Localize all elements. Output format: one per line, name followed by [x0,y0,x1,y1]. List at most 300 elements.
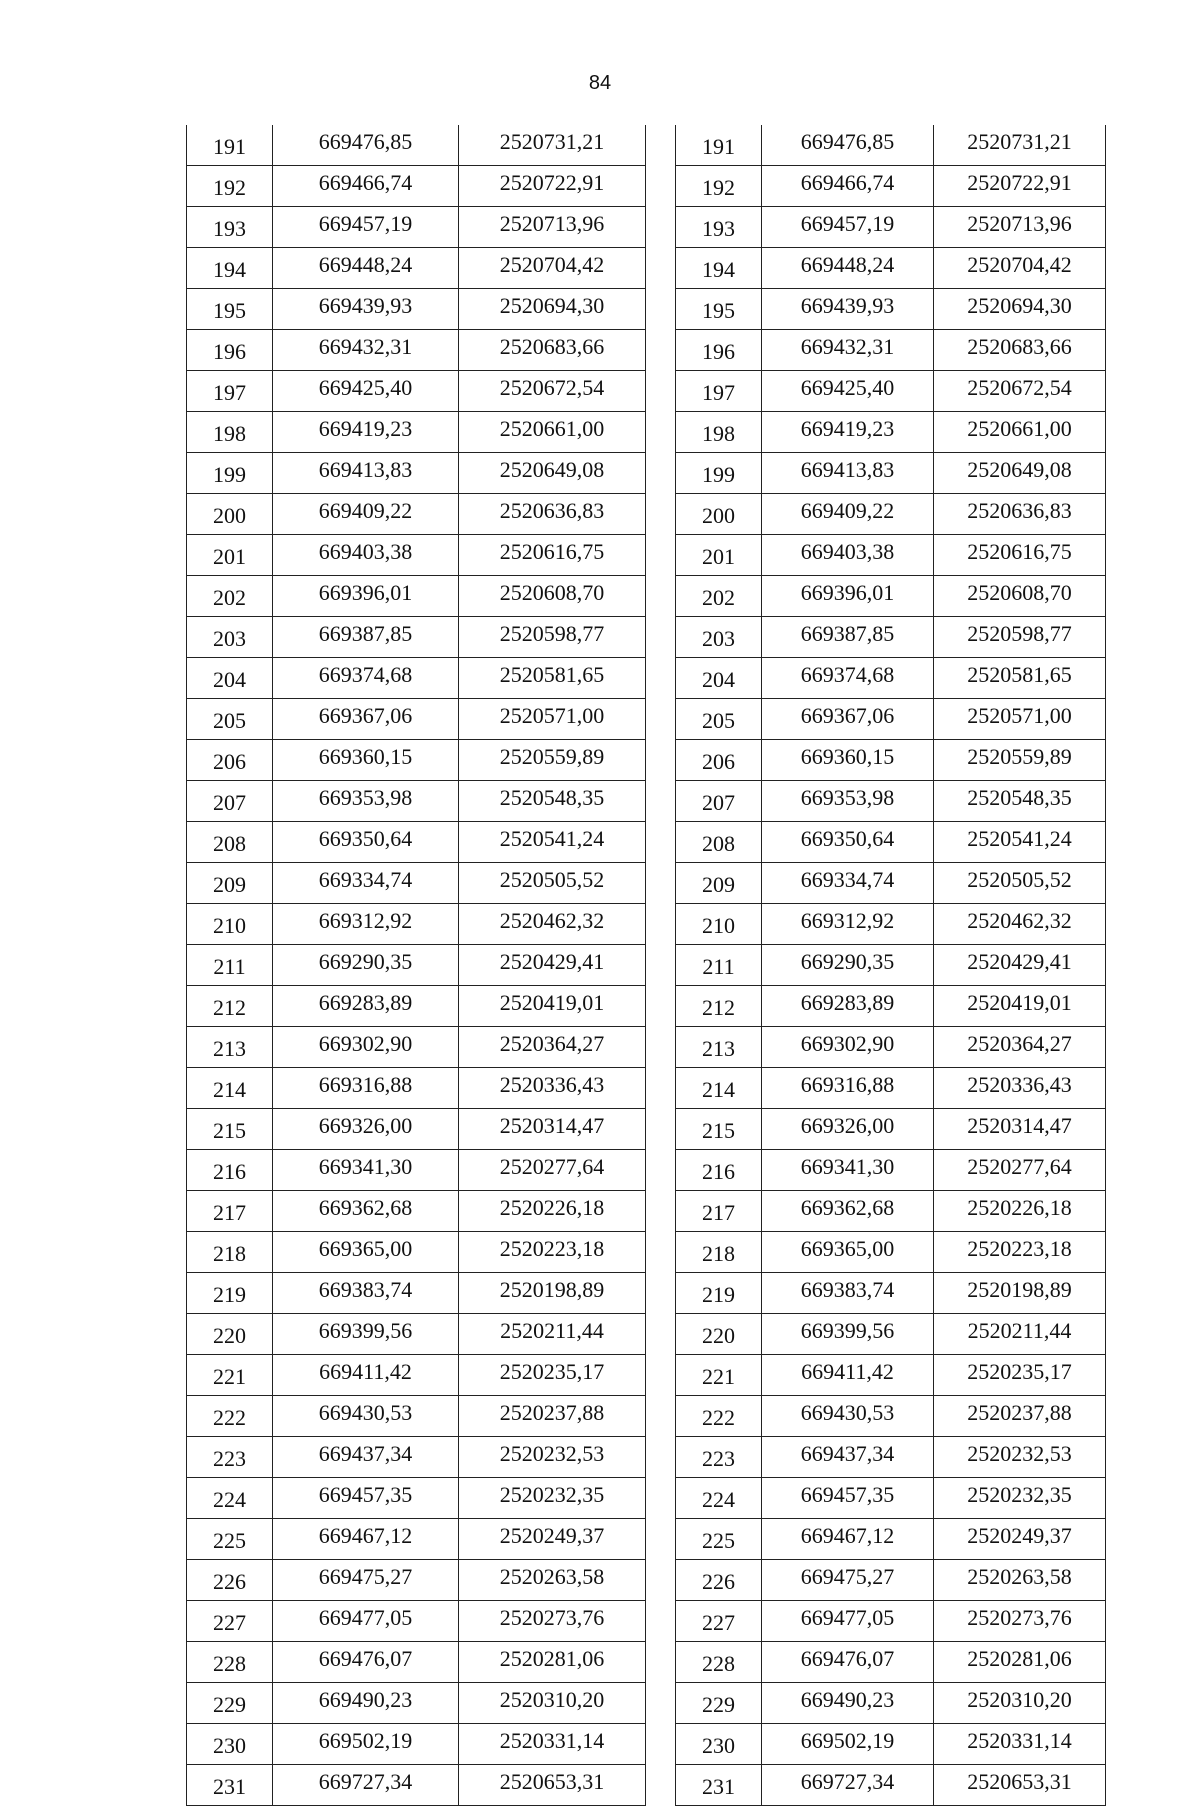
x-coordinate-cell: 669425,40 [273,371,459,412]
table-row [676,1314,1106,1355]
table-row [676,453,1106,494]
x-coordinate-cell: 669396,01 [273,576,459,617]
x-coordinate-cell: 669403,38 [762,535,934,576]
point-number-cell: 220 [676,1314,762,1355]
y-coordinate-cell: 2520336,43 [934,1068,1106,1109]
y-coordinate-cell: 2520672,54 [459,371,646,412]
x-coordinate-cell: 669467,12 [762,1519,934,1560]
table-row [187,1601,646,1642]
table-row [676,1724,1106,1765]
point-number-cell: 207 [187,781,273,822]
table-row [676,1642,1106,1683]
point-number-cell: 210 [676,904,762,945]
point-number-cell: 194 [187,248,273,289]
table-row [187,1273,646,1314]
x-coordinate-cell: 669341,30 [273,1150,459,1191]
x-coordinate-cell: 669477,05 [273,1601,459,1642]
y-coordinate-cell: 2520277,64 [934,1150,1106,1191]
table-row [187,822,646,863]
x-coordinate-cell: 669341,30 [762,1150,934,1191]
coordinates-table-left-body [187,125,646,1806]
x-coordinate-cell: 669409,22 [273,494,459,535]
y-coordinate-cell: 2520559,89 [934,740,1106,781]
x-coordinate-cell: 669457,35 [762,1478,934,1519]
x-coordinate-cell: 669490,23 [762,1683,934,1724]
table-row [187,658,646,699]
y-coordinate-cell: 2520581,65 [459,658,646,699]
table-row [676,1560,1106,1601]
y-coordinate-cell: 2520198,89 [934,1273,1106,1314]
y-coordinate-cell: 2520505,52 [934,863,1106,904]
x-coordinate-cell: 669312,92 [273,904,459,945]
table-row [676,330,1106,371]
y-coordinate-cell: 2520198,89 [459,1273,646,1314]
point-number-cell: 218 [187,1232,273,1273]
table-row [187,945,646,986]
table-row [187,412,646,453]
y-coordinate-cell: 2520571,00 [934,699,1106,740]
point-number-cell: 231 [676,1765,762,1806]
table-row [676,207,1106,248]
table-row [187,1724,646,1765]
y-coordinate-cell: 2520235,17 [934,1355,1106,1396]
y-coordinate-cell: 2520672,54 [934,371,1106,412]
y-coordinate-cell: 2520731,21 [459,125,646,166]
table-row [676,1355,1106,1396]
y-coordinate-cell: 2520598,77 [459,617,646,658]
point-number-cell: 195 [676,289,762,330]
y-coordinate-cell: 2520661,00 [934,412,1106,453]
table-row [187,781,646,822]
point-number-cell: 209 [187,863,273,904]
y-coordinate-cell: 2520237,88 [459,1396,646,1437]
point-number-cell: 200 [187,494,273,535]
point-number-cell: 222 [187,1396,273,1437]
x-coordinate-cell: 669476,07 [273,1642,459,1683]
x-coordinate-cell: 669727,34 [762,1765,934,1806]
x-coordinate-cell: 669283,89 [762,986,934,1027]
x-coordinate-cell: 669430,53 [762,1396,934,1437]
table-row [187,494,646,535]
x-coordinate-cell: 669439,93 [273,289,459,330]
x-coordinate-cell: 669430,53 [273,1396,459,1437]
y-coordinate-cell: 2520419,01 [934,986,1106,1027]
y-coordinate-cell: 2520608,70 [934,576,1106,617]
y-coordinate-cell: 2520704,42 [934,248,1106,289]
x-coordinate-cell: 669502,19 [762,1724,934,1765]
x-coordinate-cell: 669437,34 [762,1437,934,1478]
y-coordinate-cell: 2520232,53 [459,1437,646,1478]
x-coordinate-cell: 669432,31 [273,330,459,371]
x-coordinate-cell: 669374,68 [762,658,934,699]
point-number-cell: 207 [676,781,762,822]
point-number-cell: 196 [676,330,762,371]
point-number-cell: 201 [676,535,762,576]
point-number-cell: 204 [676,658,762,699]
table-row [187,371,646,412]
x-coordinate-cell: 669367,06 [273,699,459,740]
x-coordinate-cell: 669419,23 [273,412,459,453]
x-coordinate-cell: 669302,90 [273,1027,459,1068]
y-coordinate-cell: 2520364,27 [459,1027,646,1068]
point-number-cell: 226 [187,1560,273,1601]
y-coordinate-cell: 2520336,43 [459,1068,646,1109]
y-coordinate-cell: 2520249,37 [934,1519,1106,1560]
x-coordinate-cell: 669399,56 [762,1314,934,1355]
x-coordinate-cell: 669413,83 [762,453,934,494]
point-number-cell: 216 [676,1150,762,1191]
point-number-cell: 221 [187,1355,273,1396]
point-number-cell: 201 [187,535,273,576]
table-row [676,248,1106,289]
table-row [187,1314,646,1355]
point-number-cell: 199 [676,453,762,494]
x-coordinate-cell: 669383,74 [762,1273,934,1314]
x-coordinate-cell: 669367,06 [762,699,934,740]
table-row [676,1150,1106,1191]
y-coordinate-cell: 2520541,24 [934,822,1106,863]
y-coordinate-cell: 2520223,18 [934,1232,1106,1273]
x-coordinate-cell: 669399,56 [273,1314,459,1355]
x-coordinate-cell: 669326,00 [273,1109,459,1150]
y-coordinate-cell: 2520310,20 [934,1683,1106,1724]
table-row [676,371,1106,412]
point-number-cell: 195 [187,289,273,330]
point-number-cell: 191 [676,125,762,166]
table-row [187,330,646,371]
y-coordinate-cell: 2520636,83 [459,494,646,535]
page-number: 84 [588,72,612,94]
table-row [187,1068,646,1109]
x-coordinate-cell: 669466,74 [273,166,459,207]
y-coordinate-cell: 2520541,24 [459,822,646,863]
table-row [676,1437,1106,1478]
table-row [676,535,1106,576]
point-number-cell: 192 [187,166,273,207]
y-coordinate-cell: 2520263,58 [459,1560,646,1601]
table-row [676,945,1106,986]
coordinates-table-left [186,125,646,1806]
point-number-cell: 230 [187,1724,273,1765]
y-coordinate-cell: 2520226,18 [934,1191,1106,1232]
point-number-cell: 204 [187,658,273,699]
x-coordinate-cell: 669475,27 [273,1560,459,1601]
table-row [676,1765,1106,1806]
y-coordinate-cell: 2520281,06 [459,1642,646,1683]
table-row [187,1437,646,1478]
x-coordinate-cell: 669334,74 [762,863,934,904]
x-coordinate-cell: 669502,19 [273,1724,459,1765]
point-number-cell: 228 [187,1642,273,1683]
x-coordinate-cell: 669360,15 [762,740,934,781]
y-coordinate-cell: 2520636,83 [934,494,1106,535]
x-coordinate-cell: 669290,35 [762,945,934,986]
point-number-cell: 198 [187,412,273,453]
point-number-cell: 191 [187,125,273,166]
point-number-cell: 218 [676,1232,762,1273]
x-coordinate-cell: 669316,88 [762,1068,934,1109]
point-number-cell: 212 [187,986,273,1027]
point-number-cell: 215 [187,1109,273,1150]
x-coordinate-cell: 669448,24 [762,248,934,289]
x-coordinate-cell: 669365,00 [273,1232,459,1273]
x-coordinate-cell: 669457,19 [762,207,934,248]
table-row [187,1027,646,1068]
point-number-cell: 227 [676,1601,762,1642]
x-coordinate-cell: 669432,31 [762,330,934,371]
x-coordinate-cell: 669302,90 [762,1027,934,1068]
x-coordinate-cell: 669448,24 [273,248,459,289]
y-coordinate-cell: 2520661,00 [459,412,646,453]
point-number-cell: 193 [676,207,762,248]
x-coordinate-cell: 669283,89 [273,986,459,1027]
table-row [187,1683,646,1724]
point-number-cell: 213 [676,1027,762,1068]
table-row [676,863,1106,904]
y-coordinate-cell: 2520310,20 [459,1683,646,1724]
point-number-cell: 215 [676,1109,762,1150]
y-coordinate-cell: 2520331,14 [459,1724,646,1765]
table-row [187,1560,646,1601]
point-number-cell: 223 [676,1437,762,1478]
table-row [676,289,1106,330]
table-row [187,125,646,166]
x-coordinate-cell: 669383,74 [273,1273,459,1314]
table-row [187,453,646,494]
y-coordinate-cell: 2520314,47 [459,1109,646,1150]
y-coordinate-cell: 2520694,30 [459,289,646,330]
x-coordinate-cell: 669374,68 [273,658,459,699]
table-row [676,1232,1106,1273]
table-row [676,781,1106,822]
point-number-cell: 202 [187,576,273,617]
point-number-cell: 199 [187,453,273,494]
table-row [187,1355,646,1396]
y-coordinate-cell: 2520608,70 [459,576,646,617]
point-number-cell: 211 [676,945,762,986]
y-coordinate-cell: 2520683,66 [459,330,646,371]
y-coordinate-cell: 2520273,76 [934,1601,1106,1642]
table-row [187,1191,646,1232]
table-row [187,1478,646,1519]
point-number-cell: 211 [187,945,273,986]
point-number-cell: 220 [187,1314,273,1355]
table-row [187,166,646,207]
point-number-cell: 229 [187,1683,273,1724]
table-row [676,125,1106,166]
y-coordinate-cell: 2520581,65 [934,658,1106,699]
table-row [676,740,1106,781]
y-coordinate-cell: 2520211,44 [934,1314,1106,1355]
x-coordinate-cell: 669353,98 [762,781,934,822]
x-coordinate-cell: 669326,00 [762,1109,934,1150]
x-coordinate-cell: 669475,27 [762,1560,934,1601]
point-number-cell: 203 [187,617,273,658]
table-row [676,1683,1106,1724]
table-row [676,1273,1106,1314]
y-coordinate-cell: 2520505,52 [459,863,646,904]
x-coordinate-cell: 669411,42 [273,1355,459,1396]
y-coordinate-cell: 2520273,76 [459,1601,646,1642]
y-coordinate-cell: 2520548,35 [934,781,1106,822]
y-coordinate-cell: 2520722,91 [459,166,646,207]
point-number-cell: 193 [187,207,273,248]
y-coordinate-cell: 2520598,77 [934,617,1106,658]
point-number-cell: 208 [187,822,273,863]
point-number-cell: 192 [676,166,762,207]
y-coordinate-cell: 2520571,00 [459,699,646,740]
x-coordinate-cell: 669457,35 [273,1478,459,1519]
y-coordinate-cell: 2520653,31 [459,1765,646,1806]
point-number-cell: 205 [676,699,762,740]
y-coordinate-cell: 2520232,53 [934,1437,1106,1478]
table-row [676,1478,1106,1519]
table-row [187,535,646,576]
table-row [676,617,1106,658]
table-row [676,576,1106,617]
table-row [187,1232,646,1273]
point-number-cell: 224 [187,1478,273,1519]
x-coordinate-cell: 669466,74 [762,166,934,207]
x-coordinate-cell: 669476,85 [762,125,934,166]
y-coordinate-cell: 2520694,30 [934,289,1106,330]
point-number-cell: 206 [187,740,273,781]
x-coordinate-cell: 669365,00 [762,1232,934,1273]
table-row [676,1519,1106,1560]
point-number-cell: 209 [676,863,762,904]
x-coordinate-cell: 669437,34 [273,1437,459,1478]
x-coordinate-cell: 669312,92 [762,904,934,945]
y-coordinate-cell: 2520263,58 [934,1560,1106,1601]
point-number-cell: 225 [187,1519,273,1560]
point-number-cell: 222 [676,1396,762,1437]
x-coordinate-cell: 669476,07 [762,1642,934,1683]
table-row [187,904,646,945]
y-coordinate-cell: 2520235,17 [459,1355,646,1396]
x-coordinate-cell: 669396,01 [762,576,934,617]
point-number-cell: 200 [676,494,762,535]
point-number-cell: 197 [187,371,273,412]
point-number-cell: 229 [676,1683,762,1724]
y-coordinate-cell: 2520419,01 [459,986,646,1027]
table-row [187,740,646,781]
y-coordinate-cell: 2520232,35 [459,1478,646,1519]
y-coordinate-cell: 2520649,08 [934,453,1106,494]
coordinates-table-right-body [676,125,1106,1806]
point-number-cell: 206 [676,740,762,781]
x-coordinate-cell: 669409,22 [762,494,934,535]
point-number-cell: 198 [676,412,762,453]
x-coordinate-cell: 669411,42 [762,1355,934,1396]
x-coordinate-cell: 669477,05 [762,1601,934,1642]
y-coordinate-cell: 2520223,18 [459,1232,646,1273]
x-coordinate-cell: 669419,23 [762,412,934,453]
y-coordinate-cell: 2520237,88 [934,1396,1106,1437]
point-number-cell: 213 [187,1027,273,1068]
table-row [676,1601,1106,1642]
point-number-cell: 214 [676,1068,762,1109]
y-coordinate-cell: 2520713,96 [459,207,646,248]
table-row [676,412,1106,453]
x-coordinate-cell: 669387,85 [273,617,459,658]
point-number-cell: 214 [187,1068,273,1109]
x-coordinate-cell: 669316,88 [273,1068,459,1109]
x-coordinate-cell: 669362,68 [273,1191,459,1232]
y-coordinate-cell: 2520331,14 [934,1724,1106,1765]
x-coordinate-cell: 669350,64 [762,822,934,863]
y-coordinate-cell: 2520364,27 [934,1027,1106,1068]
table-row [187,1150,646,1191]
y-coordinate-cell: 2520559,89 [459,740,646,781]
coordinates-table-right [675,125,1106,1806]
x-coordinate-cell: 669290,35 [273,945,459,986]
point-number-cell: 212 [676,986,762,1027]
table-row [187,1396,646,1437]
point-number-cell: 205 [187,699,273,740]
table-row [676,986,1106,1027]
y-coordinate-cell: 2520281,06 [934,1642,1106,1683]
y-coordinate-cell: 2520462,32 [934,904,1106,945]
x-coordinate-cell: 669413,83 [273,453,459,494]
table-row [187,289,646,330]
table-row [676,658,1106,699]
y-coordinate-cell: 2520683,66 [934,330,1106,371]
point-number-cell: 217 [187,1191,273,1232]
point-number-cell: 210 [187,904,273,945]
x-coordinate-cell: 669387,85 [762,617,934,658]
point-number-cell: 226 [676,1560,762,1601]
y-coordinate-cell: 2520429,41 [934,945,1106,986]
y-coordinate-cell: 2520314,47 [934,1109,1106,1150]
point-number-cell: 225 [676,1519,762,1560]
x-coordinate-cell: 669334,74 [273,863,459,904]
y-coordinate-cell: 2520232,35 [934,1478,1106,1519]
table-row [676,822,1106,863]
y-coordinate-cell: 2520616,75 [459,535,646,576]
x-coordinate-cell: 669467,12 [273,1519,459,1560]
y-coordinate-cell: 2520249,37 [459,1519,646,1560]
table-row [676,699,1106,740]
x-coordinate-cell: 669457,19 [273,207,459,248]
x-coordinate-cell: 669360,15 [273,740,459,781]
table-row [187,617,646,658]
point-number-cell: 194 [676,248,762,289]
x-coordinate-cell: 669425,40 [762,371,934,412]
table-row [187,1765,646,1806]
point-number-cell: 217 [676,1191,762,1232]
x-coordinate-cell: 669727,34 [273,1765,459,1806]
point-number-cell: 224 [676,1478,762,1519]
y-coordinate-cell: 2520277,64 [459,1150,646,1191]
y-coordinate-cell: 2520211,44 [459,1314,646,1355]
x-coordinate-cell: 669403,38 [273,535,459,576]
point-number-cell: 202 [676,576,762,617]
point-number-cell: 196 [187,330,273,371]
table-row [676,1396,1106,1437]
x-coordinate-cell: 669476,85 [273,125,459,166]
y-coordinate-cell: 2520713,96 [934,207,1106,248]
table-row [676,166,1106,207]
table-row [676,1109,1106,1150]
table-row [187,576,646,617]
point-number-cell: 197 [676,371,762,412]
point-number-cell: 219 [676,1273,762,1314]
table-row [187,1519,646,1560]
point-number-cell: 231 [187,1765,273,1806]
table-row [187,986,646,1027]
table-row [187,699,646,740]
table-row [676,1027,1106,1068]
